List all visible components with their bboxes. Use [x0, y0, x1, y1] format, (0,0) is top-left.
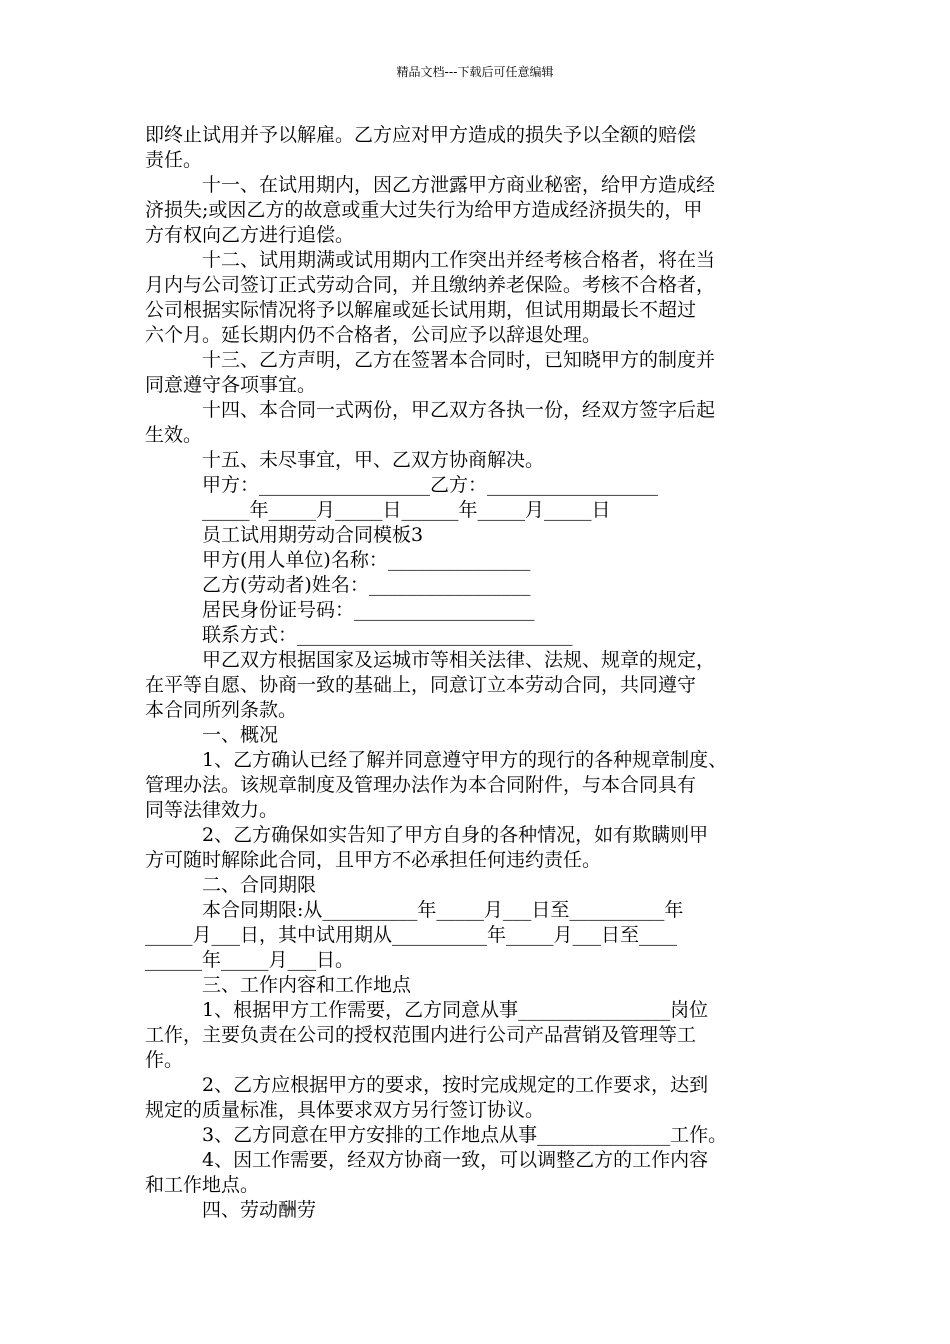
text-line: 十五、未尽事宜，甲、乙双方协商解决。	[202, 449, 545, 471]
text-line: 同等法律效力。	[145, 799, 279, 821]
text-line: 甲方：__________________乙方：__________________	[202, 474, 659, 496]
text-line: 工作，主要负责在公司的授权范围内进行公司产品营销及管理等工	[145, 1024, 697, 1046]
text-line: 六个月。延长期内仍不合格者，公司应予以辞退处理。	[145, 324, 602, 346]
text-line: 甲方(用人单位)名称：_______________	[202, 549, 531, 571]
text-line: 1、根据甲方工作需要，乙方同意从事________________岗位	[202, 999, 709, 1021]
text-line: ______年_____月___日。	[145, 949, 355, 971]
text-line: 十四、本合同一式两份，甲乙双方各执一份，经双方签字后起	[202, 399, 716, 421]
text-line: 本合同所列条款。	[145, 699, 298, 721]
text-line: 作。	[145, 1049, 184, 1071]
page-header: 精品文档---下载后可任意编辑	[396, 65, 554, 79]
text-line: 方有权向乙方进行追偿。	[145, 224, 355, 246]
text-line: _____年_____月_____日______年_____月_____日	[202, 499, 611, 521]
text-line: 月内与公司签订正式劳动合同，并且缴纳养老保险。考核不合格者，	[145, 274, 716, 296]
text-line: 生效。	[145, 424, 203, 446]
text-line: 一、概况	[202, 724, 279, 746]
text-line: 在平等自愿、协商一致的基础上，同意订立本劳动合同，共同遵守	[145, 674, 697, 696]
text-line: 即终止试用并予以解雇。乙方应对甲方造成的损失予以全额的赔偿	[145, 124, 697, 146]
text-line: 乙方(劳动者)姓名：_________________	[202, 574, 531, 596]
text-line: 同意遵守各项事宜。	[145, 374, 317, 396]
text-line: 员工试用期劳动合同模板3	[202, 524, 424, 546]
text-line: 方可随时解除此合同，且甲方不必承担任何违约责任。	[145, 849, 602, 871]
text-line: 和工作地点。	[145, 1174, 260, 1196]
text-line: 济损失;或因乙方的故意或重大过失行为给甲方造成经济损失的，甲	[145, 199, 703, 221]
text-line: 3、乙方同意在甲方安排的工作地点从事______________工作。	[202, 1124, 728, 1146]
text-line: 4、因工作需要，经双方协商一致，可以调整乙方的工作内容	[202, 1149, 709, 1171]
text-line: 联系方式：_____________________________	[202, 624, 573, 646]
text-line: 本合同期限:从__________年_____月___日至__________年	[202, 899, 684, 921]
text-line: 责任。	[145, 149, 203, 171]
text-line: 居民身份证号码：___________________	[202, 599, 535, 621]
text-line: 公司根据实际情况将予以解雇或延长试用期，但试用期最长不超过	[145, 299, 697, 321]
text-line: 1、乙方确认已经了解并同意遵守甲方的现行的各种规章制度、	[202, 749, 728, 771]
text-line: 2、乙方确保如实告知了甲方自身的各种情况，如有欺瞒则甲	[202, 824, 709, 846]
text-line: 甲乙双方根据国家及运城市等相关法律、法规、规章的规定，	[202, 649, 716, 671]
text-line: 三、工作内容和工作地点	[202, 974, 412, 996]
text-line: 十三、乙方声明，乙方在签署本合同时，已知晓甲方的制度并	[202, 349, 716, 371]
text-line: _____月___日，其中试用期从__________年_____月___日至____	[145, 924, 678, 946]
text-line: 2、乙方应根据甲方的要求，按时完成规定的工作要求，达到	[202, 1074, 709, 1096]
document-body	[145, 123, 825, 1223]
text-line: 四、劳动酬劳	[202, 1199, 317, 1221]
text-line: 管理办法。该规章制度及管理办法作为本合同附件，与本合同具有	[145, 774, 697, 796]
text-line: 十二、试用期满或试用期内工作突出并经考核合格者，将在当	[202, 249, 716, 271]
text-line: 十一、在试用期内，因乙方泄露甲方商业秘密，给甲方造成经	[202, 174, 716, 196]
text-line: 二、合同期限	[202, 874, 317, 896]
text-line: 规定的质量标准，具体要求双方另行签订协议。	[145, 1099, 545, 1121]
